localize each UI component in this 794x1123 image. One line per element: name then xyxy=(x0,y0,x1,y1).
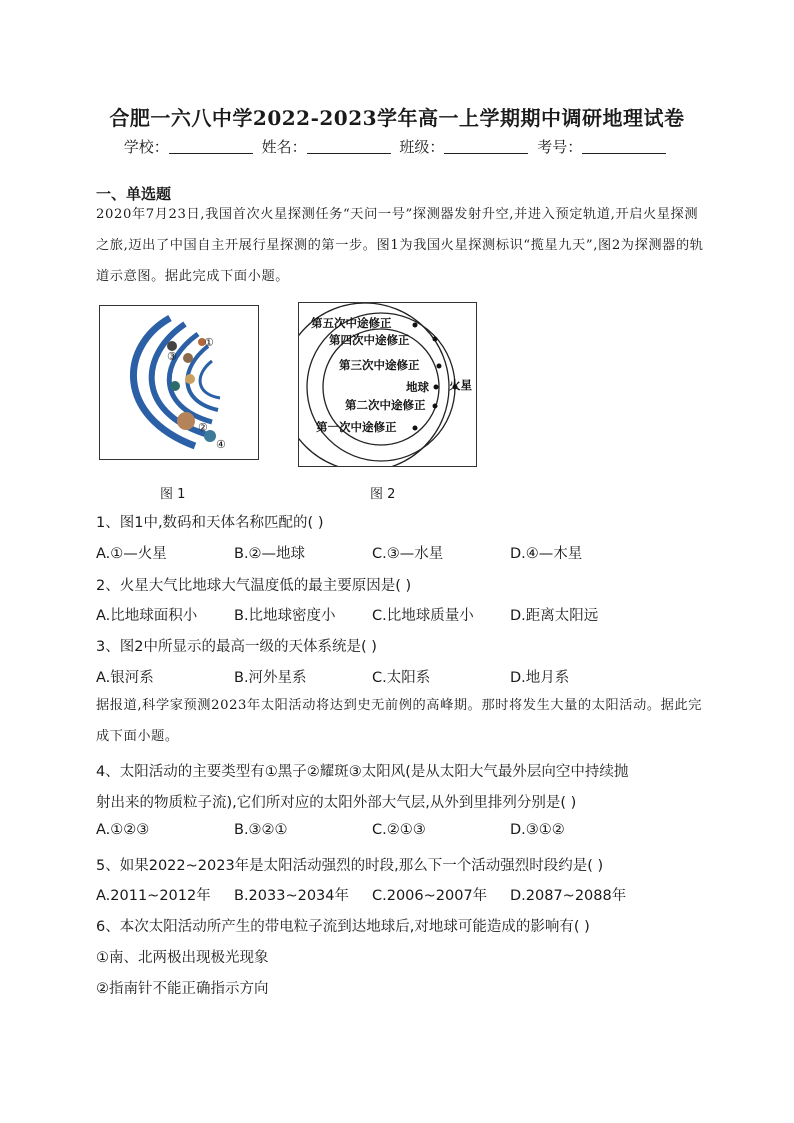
number-label: 考号： xyxy=(537,138,583,156)
label-third-correction: 第三次中途修正 xyxy=(339,358,420,372)
name-blank[interactable] xyxy=(307,139,391,154)
marker-4: ④ xyxy=(216,438,226,451)
q3-option-c[interactable]: C.太阳系 xyxy=(372,670,431,686)
q5-option-d[interactable]: D.2087~2088年 xyxy=(510,888,627,904)
q5-option-b[interactable]: B.2033~2034年 xyxy=(234,888,350,904)
question-5: 5、如果2022~2023年是太阳活动强烈的时段,那么下一个活动强烈时段约是( ) xyxy=(96,858,604,874)
student-info-line xyxy=(0,136,794,157)
number-blank[interactable] xyxy=(582,139,666,154)
marker-2: ② xyxy=(198,421,208,434)
label-mars: 火星 xyxy=(449,378,472,392)
class-blank[interactable] xyxy=(444,139,528,154)
label-first-correction: 第一次中途修正 xyxy=(316,420,397,434)
q3-option-d[interactable]: D.地月系 xyxy=(510,670,570,686)
figure-2-orbit xyxy=(298,302,477,467)
q3-option-a[interactable]: A.银河系 xyxy=(96,670,154,686)
school-blank[interactable] xyxy=(169,139,253,154)
figure-1-logo xyxy=(99,305,259,460)
label-earth: 地球 xyxy=(406,380,429,394)
q4-option-d[interactable]: D.③①② xyxy=(510,822,565,838)
q4-option-a[interactable]: A.①②③ xyxy=(96,822,150,838)
q5-option-c[interactable]: C.2006~2007年 xyxy=(372,888,488,904)
question-2: 2、火星大气比地球大气温度低的最主要原因是( ) xyxy=(96,578,412,594)
name-label: 姓名： xyxy=(261,138,307,156)
q1-option-d[interactable]: D.④—木星 xyxy=(510,546,583,562)
q2-option-b[interactable]: B.比地球密度小 xyxy=(234,608,336,624)
class-label: 班级： xyxy=(399,138,445,156)
intro-paragraph-2: 据报道,科学家预测2023年太阳活动将达到史无前例的高峰期。那时将发生大量的太阳活动。据此完成下面小题。 xyxy=(96,698,703,744)
q6-item-1: ①南、北两极出现极光现象 xyxy=(96,950,269,966)
q3-option-b[interactable]: B.河外星系 xyxy=(234,670,307,686)
label-fifth-correction: 第五次中途修正 xyxy=(311,316,392,330)
section-heading: 一、单选题 xyxy=(96,185,172,203)
label-second-correction: 第二次中途修正 xyxy=(345,398,426,412)
marker-1: ① xyxy=(204,336,214,349)
page-title: 合肥一六八中学2022-2023学年高一上学期期中调研地理试卷 xyxy=(109,106,685,130)
marker-3: ③ xyxy=(167,350,177,363)
q2-option-a[interactable]: A.比地球面积小 xyxy=(96,608,198,624)
q6-item-2: ②指南针不能正确指示方向 xyxy=(96,981,269,997)
figure-2-graphic xyxy=(299,303,476,466)
question-6: 6、本次太阳活动所产生的带电粒子流到达地球后,对地球可能造成的影响有( ) xyxy=(96,919,590,935)
school-label: 学校： xyxy=(123,138,169,156)
q1-option-b[interactable]: B.②—地球 xyxy=(234,546,306,562)
figure-2-caption: 图 2 xyxy=(370,487,396,502)
q2-option-c[interactable]: C.比地球质量小 xyxy=(372,608,474,624)
q2-option-d[interactable]: D.距离太阳远 xyxy=(510,608,599,624)
q5-option-a[interactable]: A.2011~2012年 xyxy=(96,888,211,904)
q1-option-c[interactable]: C.③—水星 xyxy=(372,546,444,562)
question-4-line-2: 射出来的物质粒子流),它们所对应的太阳外部大气层,从外到里排列分别是( ) xyxy=(96,795,577,811)
question-4-line-1: 4、太阳活动的主要类型有①黑子②耀斑③太阳风(是从太阳大气最外层向空中持续抛 xyxy=(96,764,629,780)
q4-option-c[interactable]: C.②①③ xyxy=(372,822,426,838)
figure-1-caption: 图 1 xyxy=(160,487,186,502)
q4-option-b[interactable]: B.③②① xyxy=(234,822,288,838)
intro-paragraph-1: 2020年7月23日,我国首次火星探测任务“天问一号”探测器发射升空,并进入预定轨道,开启火星探测之旅,迈出了中国自主开展行星探测的第一步。图1为我国火星探测标识“揽星九天”,图2为探测器的轨道示意图。据此完成下面小题。 xyxy=(96,207,704,284)
question-1: 1、图1中,数码和天体名称匹配的( ) xyxy=(96,515,324,531)
label-fourth-correction: 第四次中途修正 xyxy=(329,333,410,347)
q1-option-a[interactable]: A.①—火星 xyxy=(96,546,167,562)
question-3: 3、图2中所显示的最高一级的天体系统是( ) xyxy=(96,639,377,655)
figure-1-graphic xyxy=(100,306,258,459)
